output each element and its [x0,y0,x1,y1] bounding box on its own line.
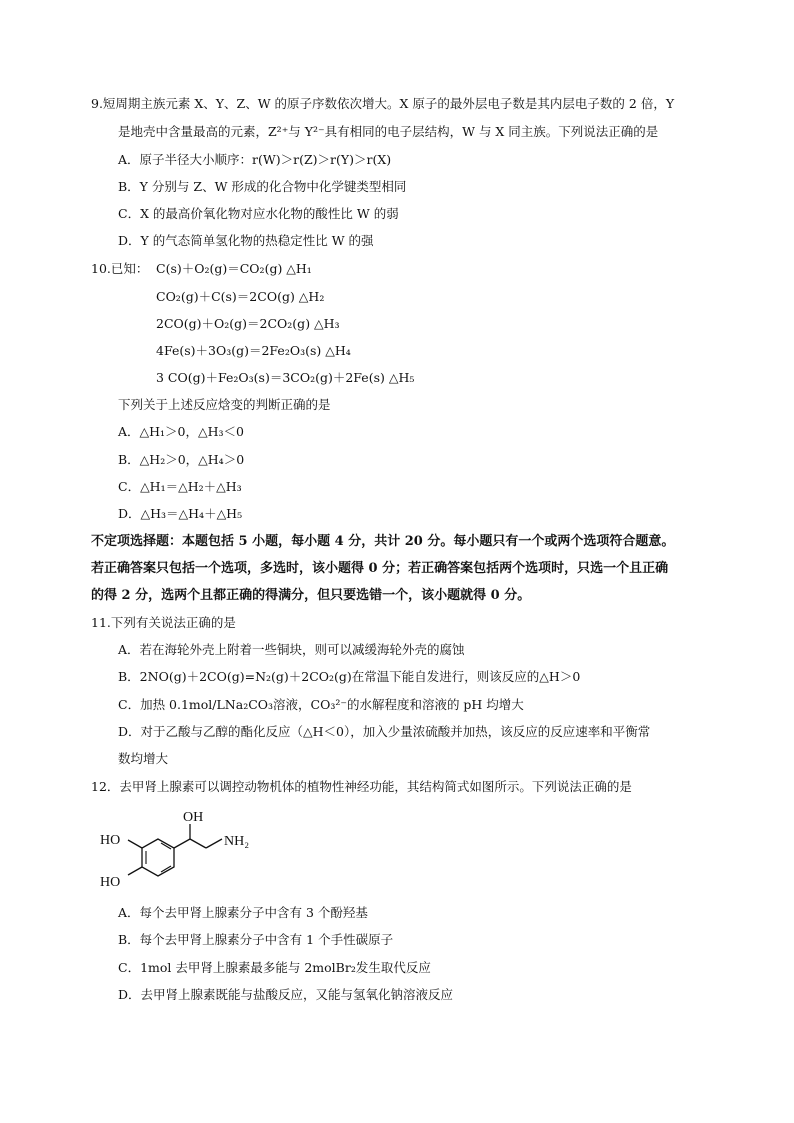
q10-intro: 10.已知： [91,261,149,276]
benzene-ring [142,839,174,876]
q10-option-d: D．△H₃＝△H₄＋△H₅ [118,506,243,521]
q10-option-b: B．△H₂＞0，△H₄＞0 [118,452,245,467]
q9-option-d: D．Y 的气态简单氢化物的热稳定性比 W 的强 [118,233,374,248]
q10-option-c: C．△H₁＝△H₂＋△H₃ [118,479,242,494]
q10-equation-1: C(s)＋O₂(g)＝CO₂(g) △H₁ [156,261,312,276]
q9-option-b: B．Y 分别与 Z、W 形成的化合物中化学键类型相同 [118,179,407,194]
q9-option-c: C．X 的最高价氧化物对应水化物的酸性比 W 的弱 [118,206,399,221]
q12-option-d: D．去甲肾上腺素既能与盐酸反应，又能与氢氧化钠溶液反应 [118,987,454,1002]
norepinephrine-structure [92,806,292,898]
q11-option-d: D．对于乙酸与乙醇的酯化反应（△H＜0），加入少量浓硫酸并加热，该反应的反应速率和平衡常 [118,724,651,739]
section-instructions-line2: 若正确答案只包括一个选项，多选时，该小题得 0 分；若正确答案包括两个选项时，只选一个且正确 [91,561,669,576]
bond-ring-to-chiral-carbon [174,839,190,848]
q11-option-d-continued: 数均增大 [118,751,169,766]
bond-ho-lower [128,867,142,875]
q12-stem: 12．去甲肾上腺素可以调控动物机体的植物性神经功能，其结构简式如图所示。下列说法正确的是 [91,779,632,794]
q12-option-b: B．每个去甲肾上腺素分子中含有 1 个手性碳原子 [118,932,394,947]
label-ho-upper: HO [100,833,121,848]
label-nh2: NH₂ [224,834,250,849]
q9-stem-line1: 9.短周期主族元素 X、Y、Z、W 的原子序数依次增大。X 原子的最外层电子数是其内层电子数的 2 倍，Y [91,96,675,111]
bond-ho-upper [128,840,142,848]
q11-option-a: A．若在海轮外壳上附着一些铜块，则可以减缓海轮外壳的腐蚀 [118,642,465,657]
bond-ch2-to-nh2 [206,839,222,848]
q11-option-c: C．加热 0.1mol/LNa₂CO₃溶液，CO₃²⁻的水解程度和溶液的 pH 均增大 [118,697,524,712]
q12-option-c: C．1mol 去甲肾上腺素最多能与 2molBr₂发生取代反应 [118,960,431,975]
q10-option-a: A．△H₁＞0，△H₃＜0 [118,424,244,439]
q12-option-a: A．每个去甲肾上腺素分子中含有 3 个酚羟基 [118,905,368,920]
label-ho-lower: HO [100,875,121,890]
q10-equation-5: 3 CO(g)＋Fe₂O₃(s)＝3CO₂(g)＋2Fe(s) △H₅ [156,370,415,385]
q10-equation-4: 4Fe(s)＋3O₃(g)＝2Fe₂O₃(s) △H₄ [156,343,351,358]
q9-stem-line2: 是地壳中含量最高的元素，Z²⁺与 Y²⁻具有相同的电子层结构，W 与 X 同主族。下列说法正确的是 [118,124,659,139]
q10-equation-3: 2CO(g)＋O₂(g)＝2CO₂(g) △H₃ [156,316,340,331]
q11-stem: 11.下列有关说法正确的是 [91,615,236,630]
section-instructions-line3: 的得 2 分，选两个且都正确的得满分，但只要选错一个，该小题就得 0 分。 [91,588,531,603]
label-oh-top: OH [183,810,204,825]
q10-equation-2: CO₂(g)＋C(s)＝2CO(g) △H₂ [156,289,325,304]
q10-question: 下列关于上述反应焓变的判断正确的是 [118,397,331,412]
section-instructions-line1: 不定项选择题：本题包括 5 小题，每小题 4 分，共计 20 分。每小题只有一个或两个选项符合题意。 [91,534,675,549]
q11-option-b: B．2NO(g)＋2CO(g)=N₂(g)＋2CO₂(g)在常温下能自发进行，则该反应的△H＞0 [118,669,581,684]
q9-option-a: A．原子半径大小顺序：r(W)＞r(Z)＞r(Y)＞r(X) [118,152,392,167]
bond-chiral-carbon-to-ch2 [190,839,206,848]
